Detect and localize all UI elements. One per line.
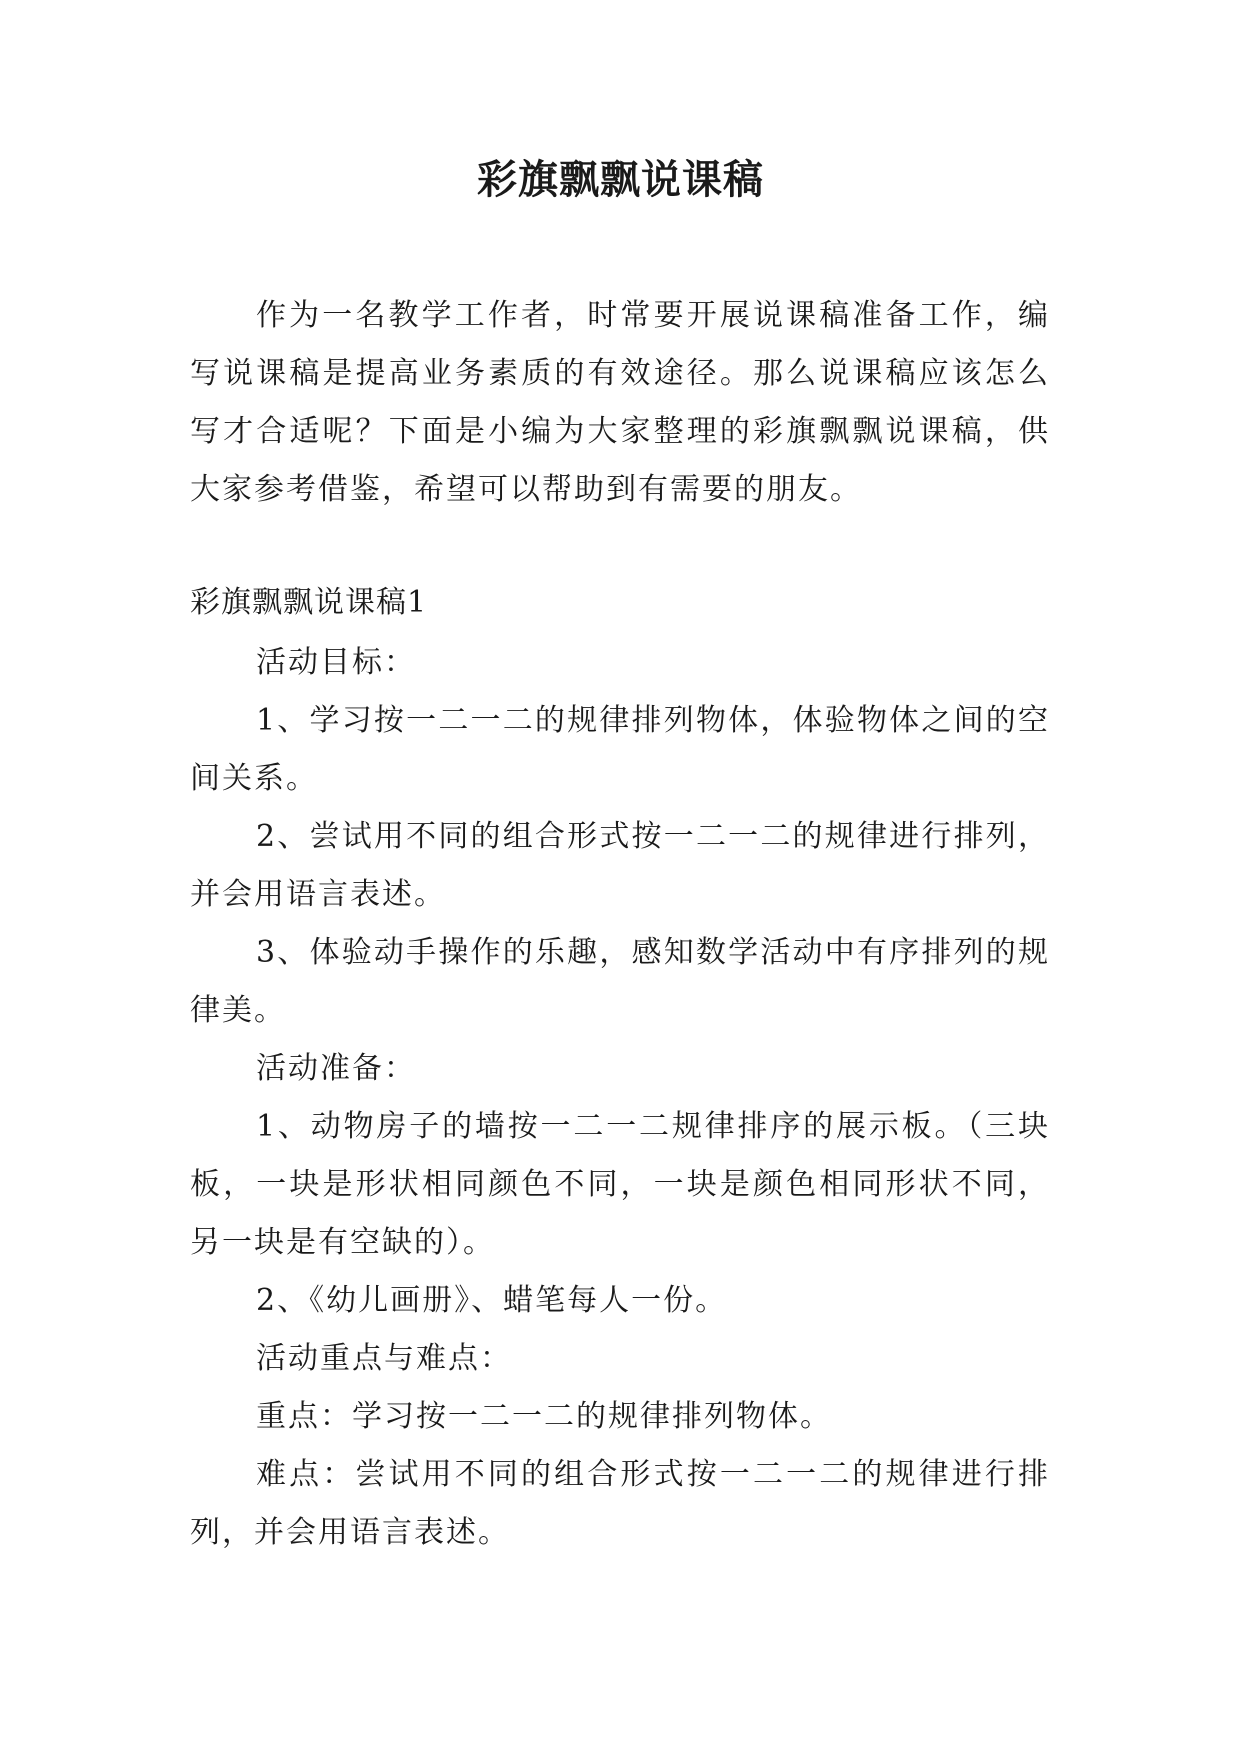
goal-item-2: 2、尝试用不同的组合形式按一二一二的规律进行排列，并会用语言表述。 bbox=[190, 819, 1050, 912]
section-body bbox=[190, 634, 1050, 1562]
key-point: 重点：学习按一二一二的规律排列物体。 bbox=[256, 1399, 832, 1434]
goal-item-3: 3、体验动手操作的乐趣，感知数学活动中有序排列的规律美。 bbox=[190, 935, 1050, 1028]
heading-key-points: 活动重点与难点： bbox=[256, 1341, 512, 1376]
preparation-item-2: 2、《幼儿画册》、蜡笔每人一份。 bbox=[256, 1283, 728, 1318]
document-title: 彩旗飘飘说课稿 bbox=[477, 156, 764, 203]
heading-activity-preparation: 活动准备： bbox=[256, 1051, 416, 1086]
heading-activity-goals: 活动目标： bbox=[256, 645, 416, 680]
goal-item-1: 1、学习按一二一二的规律排列物体，体验物体之间的空间关系。 bbox=[190, 703, 1050, 796]
section-heading: 彩旗飘飘说课稿1 bbox=[190, 585, 428, 620]
intro-paragraph: 作为一名教学工作者，时常要开展说课稿准备工作，编写说课稿是提高业务素质的有效途径。那么说课稿应该怎么写才合适呢？下面是小编为大家整理的彩旗飘飘说课稿，供大家参考借鉴，希望可以帮助到有需要的朋友。 bbox=[190, 298, 1050, 507]
difficult-point: 难点：尝试用不同的组合形式按一二一二的规律进行排列，并会用语言表述。 bbox=[190, 1457, 1050, 1550]
preparation-item-1: 1、动物房子的墙按一二一二规律排序的展示板。（三块板，一块是形状相同颜色不同，一块是颜色相同形状不同，另一块是有空缺的）。 bbox=[190, 1109, 1050, 1260]
